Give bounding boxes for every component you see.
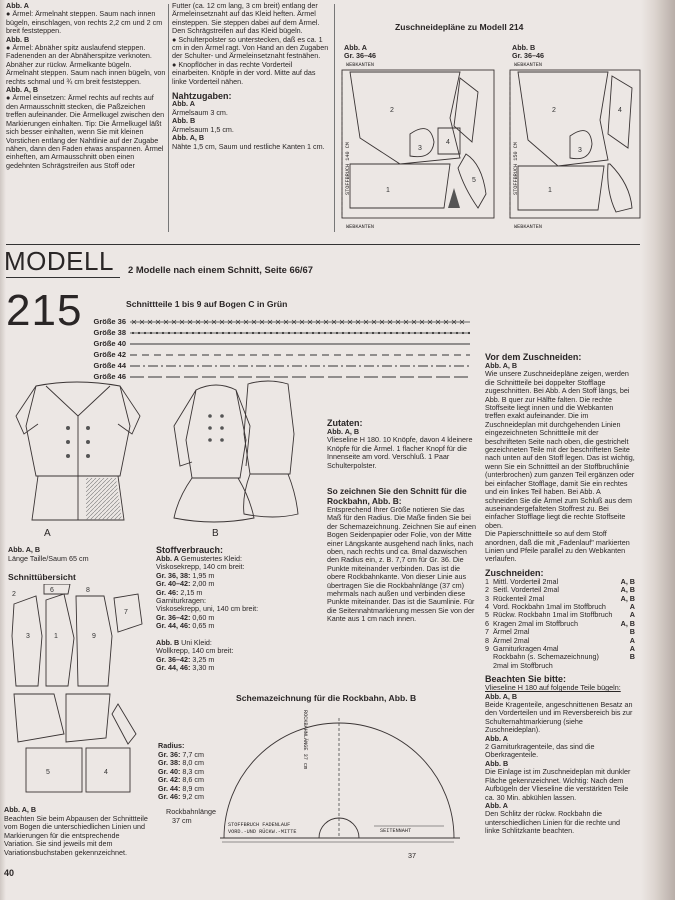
cutting-text: Rockbahn (s. Schemazeichnung) 2mal im Stoffbruch <box>493 652 599 670</box>
size-marker <box>468 331 470 333</box>
size-label: Größe 42 <box>93 350 126 359</box>
pattern-piece-2 <box>350 72 460 164</box>
paragraph: ● Schulterpolster so unterstecken, daß es ca. 1 cm in den Ärmel ragt. Von Hand an den Zugaben der Schulter- und Ärmeleinsetznaht festnähen. <box>172 34 329 61</box>
piece-label: 7 <box>124 609 128 616</box>
cutting-variant: A <box>629 610 635 620</box>
overview-piece <box>114 594 142 632</box>
heading: Abb. B <box>6 34 30 44</box>
piece-label: 4 <box>618 107 622 114</box>
grain-text: Die Papierschnittteile so auf dem Stoff anordnen, daß die mit „Fadenlauf" markierten Linien und Pfeile parallel zu den Webkanten verlaufen. <box>485 529 630 564</box>
size-marker <box>384 331 386 333</box>
radius-list <box>158 751 204 801</box>
dress-b-skirt <box>174 478 254 522</box>
size-marker <box>330 331 332 333</box>
size-line-42 <box>130 351 470 359</box>
page-number: 40 <box>4 868 15 878</box>
size-marker <box>156 331 158 333</box>
size-marker <box>228 331 230 333</box>
schema-title: Schemazeichnung für die Rockbahn, Abb. B <box>236 693 417 703</box>
skirt-length-label: Rockbahnlänge <box>166 807 216 816</box>
note-intro: Vlieseline H 180 auf folgende Teile bügeln: <box>485 683 621 693</box>
piece-label: 1 <box>548 187 552 194</box>
size-marker <box>288 331 290 333</box>
overview-piece <box>112 704 136 744</box>
size-marker <box>342 331 344 333</box>
size-row <box>68 316 488 327</box>
size-marker <box>366 331 368 333</box>
length-text: Länge Taille/Saum 65 cm <box>8 554 89 563</box>
paragraph: ● Ärmel einsetzen: Ärmel rechts auf rechts auf den Armausschnitt stecken, die Paßzeichen treffen aufeinander. Die Ärmelkugel zwischen den Markierungen einhalten. Tip: Die Ärmelkugel läßt sich besser einhalten, wenn Sie mit kleinen Vorstichen entlang der Nahtlinie auf der Zugabe nähen, dann den Faden etwas anspannen. Ärmel einheften, am Armausschnitt oben einen gedehnten Schrägstreifen aus Stoff oder <box>6 93 165 170</box>
cutting-variant: A, B <box>620 576 635 586</box>
fabric-line-label: Gr. 40–42: <box>156 579 191 589</box>
size-row <box>68 338 488 349</box>
drafting-title: So zeichnen Sie den Schnitt für die Rockbahn, Abb. B: <box>327 486 467 506</box>
plan-b-drawing <box>508 68 642 228</box>
fabric-line-text: Gemustertes Kleid: <box>178 554 243 563</box>
size-marker <box>432 331 434 333</box>
size-marker <box>372 331 374 333</box>
fabric-line-label: Gr. 46: <box>156 587 179 597</box>
size-marker <box>282 331 284 333</box>
dress-a-sleeve-right <box>118 386 140 434</box>
size-marker <box>162 331 164 333</box>
cutting-variant: A <box>629 601 635 611</box>
size-legend <box>68 316 488 382</box>
size-marker <box>390 331 392 333</box>
cutting-variant: A <box>629 635 635 645</box>
pattern-overview-drawing <box>6 584 150 800</box>
piece-label: 2 <box>12 591 16 598</box>
heading: Abb. A, B <box>172 133 205 143</box>
modell-word: MODELL <box>4 246 114 276</box>
size-marker <box>204 331 206 333</box>
layout-plans-title: Zuschneidepläne zu Modell 214 <box>395 22 524 32</box>
cutting-variant: B <box>629 652 635 662</box>
size-marker <box>396 331 398 333</box>
cutting-text: Ärmel 2mal <box>493 627 530 637</box>
radius-size: Gr. 44: <box>158 783 181 793</box>
notions-title: Zutaten: <box>327 418 363 428</box>
size-row <box>68 327 488 338</box>
fabric-line-text: 0,65 m <box>190 621 215 631</box>
top-column-2 <box>172 2 330 151</box>
abb-label: Abb. A, B <box>327 427 360 436</box>
heading: Abb. A <box>6 1 29 10</box>
interfacing-mark <box>448 188 460 208</box>
dress-b-sleeve <box>174 390 196 466</box>
cutting-text: Vord. Rockbahn 1mal im Stoffbruch <box>493 601 606 611</box>
size-marker <box>420 331 422 333</box>
size-marker <box>252 331 254 333</box>
top-column-1 <box>6 2 166 170</box>
size-marker <box>192 331 194 333</box>
size-label: Größe 46 <box>93 372 126 381</box>
radius-value: 8,6 cm <box>180 775 204 785</box>
size-marker <box>216 331 218 333</box>
fabric-requirement <box>156 545 316 673</box>
fabric-line-label: Abb. B <box>156 638 180 648</box>
size-line-40 <box>130 340 470 348</box>
dress-a-collar <box>46 386 110 416</box>
fabric-line-text: Uni Kleid: <box>179 638 212 648</box>
cutting-row <box>485 653 635 670</box>
fabric-lines <box>156 555 316 673</box>
size-marker <box>240 331 242 333</box>
abb-label: Abb. A, B <box>485 361 518 370</box>
size-marker <box>414 331 416 333</box>
plan-size: Gr. 36–46 <box>512 51 544 60</box>
section-rule <box>6 244 640 245</box>
plan-fold-label: STOFFBRUCH 140 CM <box>345 142 351 195</box>
size-marker <box>408 331 410 333</box>
drafting-text: Entsprechend Ihrer Größe notieren Sie das Maß für den Radius. Die Maße finden Sie bei der Schemazeichnung. Zeichnen Sie auf einen Bogen Seidenpapier oder Folie, von der Mitte einer Längskante ausgehend nach links, nach oben, nach rechts und ca. 8mal dazwischen den Radius ein, z. B. 7,7 cm für Gr. 36. Die Punkte miteinander verbinden. Das ist die obere Rockbahnkante. Von dieser Linie aus übertragen Sie die Rockbahnlänge (37 cm) mehrmals nach außen und verbinden diese Punkte miteinander. Das ist die Saumlinie. Für die Seitennahtmarkierung messen Sie von der Kante aus 1 cm nach innen. <box>327 505 477 624</box>
plan-a-drawing <box>340 68 500 228</box>
fabric-outline <box>342 70 494 218</box>
cutting-number: 8 <box>485 635 489 645</box>
plan-size: Gr. 36–46 <box>344 51 376 60</box>
dress-a-illustration <box>6 376 148 526</box>
size-marker <box>294 331 296 333</box>
pattern-piece-2 <box>518 72 608 166</box>
dress-b-illustration <box>152 376 302 526</box>
size-marker <box>306 331 308 333</box>
size-marker <box>450 331 452 333</box>
radius-size: Gr. 38: <box>158 758 181 768</box>
fabric-line-text: Wollkrepp, 140 cm breit: <box>156 646 234 656</box>
size-label: Größe 36 <box>93 317 126 326</box>
paragraph: ● Knopflöcher in das rechte Vorderteil einarbeiten. Knöpfe in der vord. Mitte auf das linke Vorderteil nähen. <box>172 59 316 86</box>
plan-fold-label: STOFFBRUCH 150 CM <box>513 142 519 195</box>
size-marker <box>444 331 446 333</box>
pattern-piece-1 <box>350 164 450 208</box>
piece-label: 2 <box>390 107 394 114</box>
fabric-line <box>156 622 316 630</box>
size-line-44 <box>130 362 470 370</box>
fabric-line-label: Abb. A <box>156 554 179 563</box>
drafting-section <box>327 487 477 624</box>
size-label: Größe 38 <box>93 328 126 337</box>
overview-piece <box>44 584 70 594</box>
piece-label: 5 <box>46 769 50 776</box>
plan-top-selvage: WEBKANTEN <box>346 62 375 68</box>
heading: Abb. A <box>172 99 195 109</box>
piece-label: 9 <box>92 633 96 640</box>
size-marker <box>402 331 404 333</box>
fabric-line <box>156 664 316 672</box>
notions-text: Vlieseline H 180. 10 Knöpfe, davon 4 kleinere Knöpfe für die Ärmel. 1 flacher Knopf für die Innenseite am vord. Verschluß. 1 Paar Schulterpolster. <box>327 435 473 470</box>
piece-label: 6 <box>50 587 54 594</box>
center-label: VORD.-UND RÜCKW.-MITTE <box>228 829 297 835</box>
note-text: 2 Garniturkragenteile, das sind die Oberkragenteile. <box>485 742 595 760</box>
size-line-38 <box>130 329 470 337</box>
cutting-number: 9 <box>485 644 489 653</box>
plan-top-selvage: WEBKANTEN <box>514 62 543 68</box>
nahtzugaben-heading: Nahtzugaben: <box>172 91 232 102</box>
abb-label: Abb. A, B <box>8 545 41 554</box>
pattern-hatch <box>86 478 122 520</box>
dress-b-back-skirt <box>244 474 298 517</box>
size-line-36 <box>130 318 470 326</box>
cutting-text: Rückenteil 2mal <box>493 593 545 603</box>
fabric-line-text: 0,60 m <box>190 612 215 622</box>
size-marker <box>300 331 302 333</box>
cutting-variant: A, B <box>620 618 635 628</box>
fabric-line-label: Gr. 44, 46: <box>156 621 191 631</box>
radius-value: 9,2 cm <box>180 792 204 802</box>
piece-label: 3 <box>418 145 422 152</box>
column-divider <box>334 4 335 232</box>
piece-label: 3 <box>26 633 30 640</box>
overview-piece <box>66 694 110 742</box>
cutting-title: Zuschneiden: <box>485 567 544 578</box>
cutting-text: Rückw. Rockbahn 1mal im Stoffbruch <box>493 610 613 620</box>
size-marker <box>150 331 152 333</box>
cutting-plan-b <box>508 44 644 234</box>
piece-label: 2 <box>552 107 556 114</box>
note-text: Beide Kragenteile, angeschnittenen Besatz an den Vorderteilen und im Reversbereich bis zur Schulternahtmarkierung (siehe Zuschneideplan). <box>485 700 633 735</box>
cutting-text: Seitl. Vorderteil 2mal <box>493 585 559 595</box>
size-marker <box>324 331 326 333</box>
cutting-list <box>485 578 635 670</box>
cutting-text: Kragen 2mal im Stoffbruch <box>493 618 578 628</box>
cutting-text: Garniturkragen 4mal <box>493 644 559 653</box>
before-cutting-text: Wie unsere Zuschneidepläne zeigen, werden die Schnittteile bei doppelter Stofflage zugeschnitten. Bei Abb. A den Stoff längs, bei Abb. B quer zur Hälfte falten. Die rechte Stoffseite liegt innen und die Webkanten treffen exakt aufeinander. Die im Zuschneideplan mit durchgehenden Linien eingezeichneten Schnittteile mit der beschrifteten Seite nach oben, die gestrichelt gezeichneten Teile mit der beschrifteten Seite nach unten auf den Stoff legen. Das ist wichtig, wenn Sie ein Schnittteil an der Stoffbruchlinie (unterbrochen) zum ganzen Teil ergänzen oder bei einfacher Stofflage, damit Sie ein rechtes und ein linkes Teil haben. Bei Abb. A schneiden Sie die Ärmel zum Schluß aus dem auseinandergefalteten Stoffrest zu. Bei einfacher Stofflage liegt die rechte Stoffseite oben. <box>485 369 635 530</box>
fabric-line-text: Viskosekrepp, 140 cm breit: <box>156 562 245 572</box>
size-marker <box>180 331 182 333</box>
abb-label: Abb. B <box>485 758 509 768</box>
size-marker <box>348 331 350 333</box>
fabric-outline <box>510 70 640 218</box>
heading: Abb. A, B <box>6 85 39 95</box>
fabric-line-text: 1,95 m <box>190 570 215 580</box>
skirt-schema-drawing <box>214 708 474 858</box>
note-text: Den Schlitz der rückw. Rockbahn die unterschiedlichen Linien für die rechte und linke Schlitzkante beachten. <box>485 809 621 836</box>
plan-abb: Abb. A <box>344 43 367 52</box>
dimension-value: 37 <box>408 851 416 860</box>
size-marker <box>318 331 320 333</box>
cutting-variant: A <box>629 644 635 653</box>
dress-b-back <box>244 381 294 474</box>
fabric-line-text: 3,25 m <box>190 654 215 664</box>
right-column <box>485 352 635 836</box>
abb-label: Abb. A, B <box>4 805 37 814</box>
size-marker <box>264 331 266 333</box>
figure-b-label: B <box>212 528 219 539</box>
plan-abb: Abb. B <box>512 43 536 52</box>
overview-piece <box>86 748 130 792</box>
tracing-note: Beachten Sie beim Abpausen der Schnittteile vom Bogen die unterschiedlichen Linien und Markierungen für die entsprechende Variation. Sie sind jeweils mit dem Variationsbuchstaben gekennzeichnet. <box>4 814 148 857</box>
cutting-variant: A, B <box>620 585 635 595</box>
size-marker <box>312 331 314 333</box>
size-row <box>68 349 488 360</box>
size-row <box>68 360 488 371</box>
size-marker <box>462 331 464 333</box>
size-marker <box>276 331 278 333</box>
paragraph: Ärmelsaum 3 cm. <box>172 107 228 117</box>
size-marker <box>234 331 236 333</box>
cutting-number: 2 <box>485 585 489 595</box>
size-label: Größe 44 <box>93 361 126 370</box>
schnittteile-title: Schnittteile 1 bis 9 auf Bogen C in Grün <box>126 299 288 309</box>
size-marker <box>426 331 428 333</box>
plan-bottom-selvage: WEBKANTEN <box>346 224 375 230</box>
radius-value: 7,7 cm <box>180 750 204 759</box>
cutting-variant: A, B <box>620 593 635 603</box>
size-marker <box>378 331 380 333</box>
radius-size: Gr. 40: <box>158 766 181 776</box>
size-marker <box>270 331 272 333</box>
overview-piece <box>46 594 74 686</box>
paragraph: ● Ärmel: Ärmelnaht steppen. Saum nach innen bügeln, einschlagen, von rechts 2,2 cm und 2 cm breit feststeppen. <box>6 9 163 36</box>
note-text: Die Einlage ist im Zuschneideplan mit dunkler Fläche gekennzeichnet. Wichtig: Nach dem Aufbügeln der Vlieseline die verstärkten Teile ca. 30 Min. abkühlen lassen. <box>485 767 631 802</box>
radius-value: 8,9 cm <box>180 783 204 793</box>
fabric-line-label: Gr. 36–42: <box>156 654 191 664</box>
skirt-length-value: 37 cm <box>172 816 192 825</box>
pattern-piece-1 <box>518 166 604 210</box>
cutting-number: 4 <box>485 601 489 611</box>
size-marker <box>198 331 200 333</box>
pattern-piece-3 <box>570 131 592 159</box>
modell-number: 215 <box>6 286 83 335</box>
fold-label: STOFFBRUCH FADENLAUF <box>228 822 291 828</box>
size-marker <box>222 331 224 333</box>
page-edge-right <box>641 0 675 900</box>
paragraph: ● Ärmel: Abnäher spitz auslaufend steppen. Fadenenden an der Abnäherspitze verknoten. Abnäher zur rückw. Ärmelkante bügeln. Ärmelnaht steppen. Saum nach innen bügeln, von rechts schmal und ¾ cm breit feststeppen. <box>6 43 166 86</box>
notions-section <box>327 418 477 470</box>
size-marker <box>246 331 248 333</box>
column-divider <box>168 4 169 232</box>
fabric-line-text: Viskosekrepp, uni, 140 cm breit: <box>156 604 259 614</box>
cutting-text: Mittl. Vorderteil 2mal <box>493 576 559 586</box>
heading: Abb. B <box>172 116 196 126</box>
fabric-line-text: Garniturkragen: <box>156 596 206 606</box>
radius-size: Gr. 46: <box>158 792 181 802</box>
vertical-skirt-label: ROCKBAHNLÄNGE 37 cm <box>302 710 308 770</box>
modell-rule <box>6 277 120 278</box>
radius-title: Radius: <box>158 741 185 750</box>
dress-a-sleeve-left <box>16 386 38 434</box>
piece-label: 5 <box>472 177 476 184</box>
figure-a-label: A <box>44 528 51 539</box>
dress-b-front <box>186 385 246 478</box>
piece-label: 8 <box>86 587 90 594</box>
note-title: Beachten Sie bitte: <box>485 674 567 685</box>
radius-size: Gr. 42: <box>158 775 181 785</box>
fabric-line-label: Gr. 36–42: <box>156 612 191 622</box>
overview-piece <box>76 596 112 686</box>
radius-value: 8,3 cm <box>180 766 204 776</box>
piece-label: 4 <box>104 769 108 776</box>
size-marker <box>258 331 260 333</box>
radius-row <box>158 793 204 801</box>
cutting-plan-a <box>340 44 500 234</box>
paragraph: Ärmelsaum 1,5 cm. <box>172 124 234 134</box>
size-marker <box>210 331 212 333</box>
paragraph: Nähte 1,5 cm, Saum und restliche Kanten 1 cm. <box>172 141 325 151</box>
cutting-number: 5 <box>485 610 489 620</box>
modell-subtitle: 2 Modelle nach einem Schnitt, Seite 66/67 <box>128 264 313 275</box>
cutting-variant: B <box>629 627 635 637</box>
overview-piece <box>12 596 42 686</box>
abb-label: Abb. A, B <box>485 691 518 701</box>
pattern-sleeve <box>608 164 632 212</box>
piece-label: 1 <box>54 633 58 640</box>
paragraph: Futter (ca. 12 cm lang, 3 cm breit) entlang der Ärmeleinsetznaht auf das Kleid heften. Ärmel einsteppen. Sie steppen dabei auf dem Ärmel. Den Schrägstreifen auf das Kleid bügeln. <box>172 1 320 36</box>
size-marker <box>144 331 146 333</box>
size-marker <box>438 331 440 333</box>
cutting-number <box>485 653 493 670</box>
cutting-number: 7 <box>485 627 489 637</box>
cutting-number: 3 <box>485 593 489 603</box>
piece-label: 4 <box>446 139 450 146</box>
abb-label: Abb. A <box>485 800 508 810</box>
size-marker <box>336 331 338 333</box>
fabric-line-text: 3,30 m <box>190 663 215 673</box>
piece-label: 1 <box>386 187 390 194</box>
radius-size: Gr. 36: <box>158 750 181 759</box>
size-marker <box>174 331 176 333</box>
cutting-number: 6 <box>485 618 489 628</box>
pattern-piece-3 <box>410 129 434 157</box>
piece-label: 3 <box>578 147 582 154</box>
size-marker <box>132 331 134 333</box>
size-marker <box>168 331 170 333</box>
before-cutting-title: Vor dem Zuschneiden: <box>485 352 582 362</box>
size-label: Größe 40 <box>93 339 126 348</box>
cutting-number: 1 <box>485 576 489 586</box>
cutting-text: Ärmel 2mal <box>493 635 530 645</box>
size-marker <box>360 331 362 333</box>
overview-piece <box>14 694 64 742</box>
fabric-line-label: Gr. 44, 46: <box>156 663 191 673</box>
abb-label: Abb. A <box>485 733 508 743</box>
overview-piece <box>26 748 82 792</box>
side-seam-label: SEITENNAHT <box>380 828 412 834</box>
fabric-line-label: Gr. 36, 38: <box>156 570 191 580</box>
fabric-line-text: 2,00 m <box>190 579 215 589</box>
overview-title: Schnittübersicht <box>8 572 76 582</box>
size-marker <box>354 331 356 333</box>
size-marker <box>456 331 458 333</box>
radius-value: 8,0 cm <box>180 758 204 768</box>
pattern-sleeve <box>454 78 478 142</box>
fabric-title: Stoffverbrauch: <box>156 545 224 555</box>
size-marker <box>186 331 188 333</box>
plan-bottom-selvage: WEBKANTEN <box>514 224 543 230</box>
size-marker <box>138 331 140 333</box>
fabric-line-text: 2,15 m <box>178 587 203 597</box>
